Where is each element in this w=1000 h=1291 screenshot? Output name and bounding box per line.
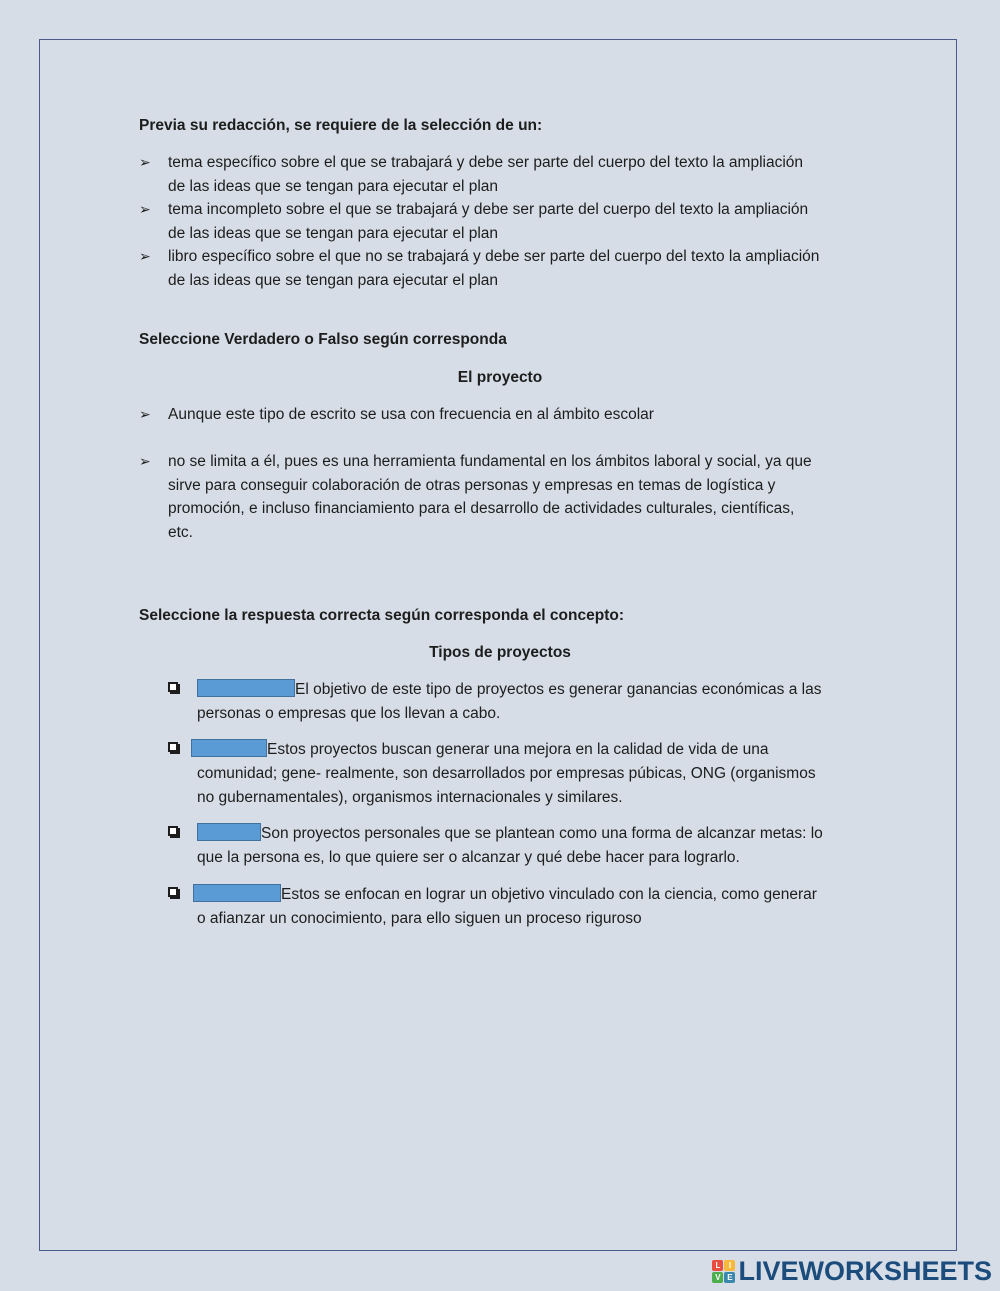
answer-dropdown-3[interactable] [197,823,261,841]
answer-dropdown-4[interactable] [193,884,281,902]
item-line: personas o empresas que los llevan a cabo. [197,705,501,722]
project-type-item-2 [168,738,858,810]
item-line: de las ideas que se tengan para ejecutar el plan [168,224,499,242]
answer-dropdown-2[interactable] [191,739,267,757]
item-line: de las ideas que se tengan para ejecutar el plan [168,271,499,289]
liveworksheets-logo [712,1257,992,1285]
item-line: tema específico sobre el que se trabajará y debe ser parte del cuerpo del texto la ampliación [168,154,804,171]
item-line: de las ideas que se tengan para ejecutar el plan [168,177,499,195]
answer-dropdown-1[interactable] [197,679,295,697]
item-line: tema incompleto sobre el que se trabajará y debe ser parte del cuerpo del texto la ampliación [168,201,809,218]
item-text: Estos proyectos buscan generar una mejora en la calidad de vida de una [267,741,769,758]
item-text: El objetivo de este tipo de proyectos es generar ganancias económicas a las [295,681,822,698]
project-type-item-3 [168,822,858,870]
arrow-bullet-icon: ➢ [139,201,151,217]
item-line: etc. [168,523,193,541]
project-type-item-1 [168,678,858,726]
checkbox-icon [168,826,178,836]
section2-heading: Seleccione Verdadero o Falso según corresponda [139,331,507,348]
section1-item-3 [139,245,879,292]
arrow-bullet-icon: ➢ [139,154,151,170]
item-line: o afianzar un conocimiento, para ello siguen un proceso riguroso [197,910,642,927]
arrow-bullet-icon: ➢ [139,406,151,422]
checkbox-icon [168,682,178,692]
item-line: sirve para conseguir colaboración de otras personas y empresas en temas de logística y [168,476,776,494]
item-text: Son proyectos personales que se plantean como una forma de alcanzar metas: lo [261,825,823,842]
item-text: Estos se enfocan en lograr un objetivo vinculado con la ciencia, como generar [281,886,817,903]
section2-subtitle: El proyecto [457,369,543,386]
item-line: libro específico sobre el que no se trabajará y debe ser parte del cuerpo del texto la ampliación [168,248,820,265]
item-line: que la persona es, lo que quiere ser o alcanzar y qué debe hacer para lograrlo. [197,849,740,866]
checkbox-icon [168,887,178,897]
section1-heading: Previa su redacción, se requiere de la selección de un: [139,117,543,134]
logo-text: LIVEWORKSHEETS [738,1255,992,1286]
section1-item-1 [139,151,879,198]
section3-heading: Seleccione la respuesta correcta según corresponda el concepto: [139,607,624,624]
section2-item-1[interactable] [139,403,879,427]
section3-subtitle: Tipos de proyectos [429,644,571,661]
section2-item-2[interactable] [139,450,879,544]
checkbox-icon [168,742,178,752]
arrow-bullet-icon: ➢ [139,248,151,264]
logo-squares-icon: L I V E [712,1260,735,1283]
arrow-bullet-icon: ➢ [139,453,151,469]
item-line: Aunque este tipo de escrito se usa con frecuencia en al ámbito escolar [168,406,654,423]
item-line: comunidad; gene- realmente, son desarrollados por empresas púbicas, ONG (organismos [197,765,816,782]
project-type-item-4 [168,883,858,931]
item-line: promoción, e incluso financiamiento para el desarrollo de actividades culturales, científicas, [168,500,795,517]
item-line: no gubernamentales), organismos internacionales y similares. [197,789,623,806]
item-line: no se limita a él, pues es una herramienta fundamental en los ámbitos laboral y social, ya que [168,453,812,470]
section1-item-2 [139,198,879,245]
